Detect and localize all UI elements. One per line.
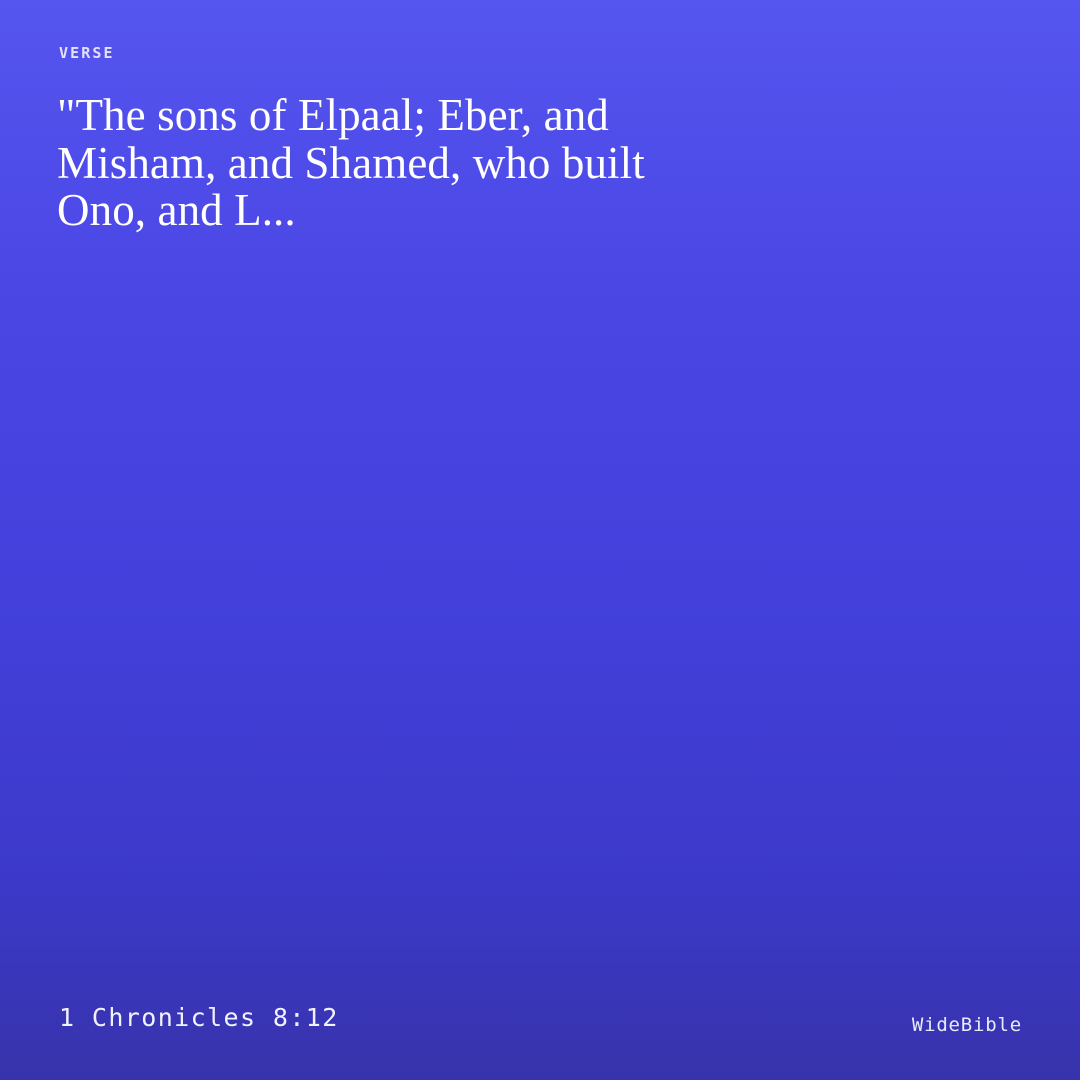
brand-wordmark: WideBible — [911, 1014, 1022, 1036]
eyebrow-label: VERSE — [59, 44, 115, 62]
verse-text: "The sons of Elpaal; Eber, and Misham, and Shamed, who built Ono, and L... — [57, 90, 645, 235]
verse-reference: 1 Chronicles 8:12 — [59, 1003, 339, 1032]
